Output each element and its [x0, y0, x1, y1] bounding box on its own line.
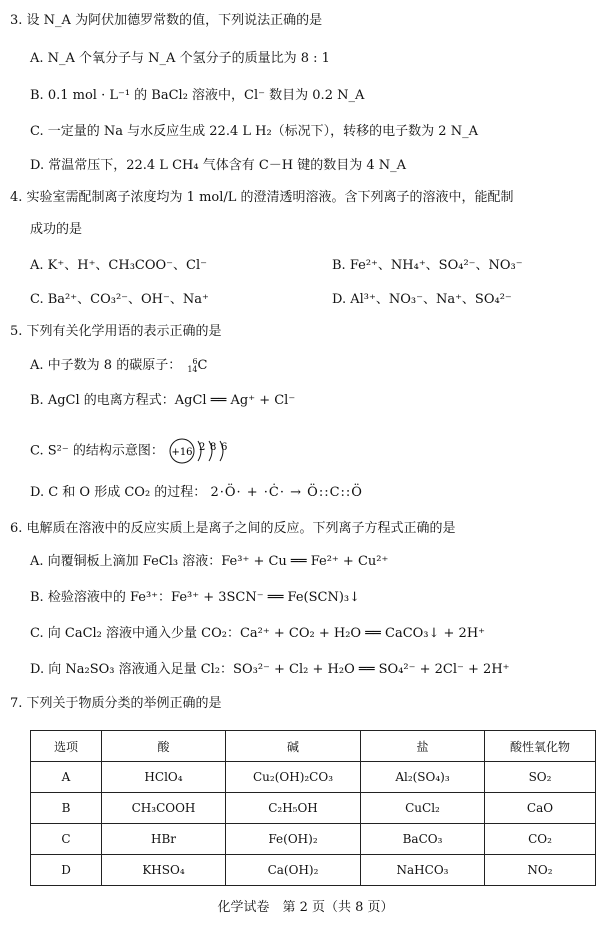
table-header-cell: 碱	[226, 731, 361, 762]
q4-stem-line1: 4. 实验室需配制离子浓度均为 1 mol/L 的澄清透明溶液。含下列离子的溶液中，能配制	[10, 190, 514, 205]
q5-option-b: B. AgCl 的电离方程式：AgCl ══ Ag⁺ + Cl⁻	[30, 393, 296, 408]
table-cell: KHSO₄	[102, 855, 226, 886]
q6-option-d: D. 向 Na₂SO₃ 溶液通入足量 Cl₂：SO₃²⁻ + Cl₂ + H₂O ══ SO₄²⁻ + 2Cl⁻ + 2H⁺	[30, 662, 510, 677]
nucleus-charge: +16	[171, 447, 193, 458]
table-header-cell: 选项	[31, 731, 102, 762]
q3-stem: 3. 设 N_A 为阿伏加德罗常数的值，下列说法正确的是	[10, 13, 323, 28]
nuclide-mass-number: 6	[192, 356, 198, 366]
nuclide-atomic-number: 14	[187, 364, 198, 374]
table-cell: NO₂	[485, 855, 596, 886]
q3-option-c: C. 一定量的 Na 与水反应生成 22.4 L H₂（标况下），转移的电子数为 2 N_A	[30, 124, 478, 139]
table-row	[31, 855, 596, 886]
shell-electron-count: 6	[221, 442, 228, 453]
q4-option-b: B. Fe²⁺、NH₄⁺、SO₄²⁻、NO₃⁻	[332, 258, 523, 273]
table-header-row	[31, 731, 596, 762]
shell-electron-count: 2	[199, 442, 206, 453]
q6-option-a: A. 向覆铜板上滴加 FeCl₃ 溶液：Fe³⁺ + Cu ══ Fe²⁺ + Cu²⁺	[30, 554, 389, 569]
table-cell: SO₂	[485, 762, 596, 793]
table-row	[31, 762, 596, 793]
q5-option-d	[30, 484, 363, 502]
table-cell: BaCO₃	[361, 824, 485, 855]
q6-option-c: C. 向 CaCl₂ 溶液中通入少量 CO₂：Ca²⁺ + CO₂ + H₂O ══ CaCO₃↓ + 2H⁺	[30, 626, 486, 641]
q3-option-b: B. 0.1 mol · L⁻¹ 的 BaCl₂ 溶液中，Cl⁻ 数目为 0.2 N_A	[30, 88, 365, 103]
table-cell: Ca(OH)₂	[226, 855, 361, 886]
q5-option-d-text: D. C 和 O 形成 CO₂ 的过程：	[30, 485, 207, 500]
table-header-cell: 酸性氧化物	[485, 731, 596, 762]
table-cell: HBr	[102, 824, 226, 855]
table-cell: A	[31, 762, 102, 793]
table-row	[31, 793, 596, 824]
q4-option-c: C. Ba²⁺、CO₃²⁻、OH⁻、Na⁺	[30, 292, 209, 307]
q5-option-a-text: A. 中子数为 8 的碳原子：	[30, 358, 182, 373]
q5-stem: 5. 下列有关化学用语的表示正确的是	[10, 324, 222, 339]
q4-option-a: A. K⁺、H⁺、CH₃COO⁻、Cl⁻	[30, 258, 208, 273]
q5-option-a	[30, 357, 207, 375]
table-cell: Al₂(SO₄)₃	[361, 762, 485, 793]
table-cell: C	[31, 824, 102, 855]
q5-option-c-text: C. S²⁻ 的结构示意图：	[30, 443, 164, 459]
q3-option-a: A. N_A 个氧分子与 N_A 个氢分子的质量比为 8 : 1	[30, 51, 330, 66]
table-row	[31, 824, 596, 855]
table-cell: HClO₄	[102, 762, 226, 793]
electron-dot-formula: 2·Ö· + ·Ċ· → Ö::C::Ö	[210, 485, 363, 500]
q4-stem-line2: 成功的是	[30, 222, 83, 237]
table-cell: C₂H₅OH	[226, 793, 361, 824]
table-cell: Fe(OH)₂	[226, 824, 361, 855]
nuclide-symbol: C	[197, 358, 208, 373]
q3-option-d: D. 常温常压下，22.4 L CH₄ 气体含有 C－H 键的数目为 4 N_A	[30, 158, 407, 173]
table-cell: Cu₂(OH)₂CO₃	[226, 762, 361, 793]
table-cell: B	[31, 793, 102, 824]
q6-stem: 6. 电解质在溶液中的反应实质上是离子之间的反应。下列离子方程式正确的是	[10, 521, 456, 536]
classification-table	[30, 730, 596, 886]
page-footer: 化学试卷 第 2 页（共 8 页）	[217, 900, 394, 915]
q6-option-b: B. 检验溶液中的 Fe³⁺：Fe³⁺ + 3SCN⁻ ══ Fe(SCN)₃↓	[30, 590, 361, 605]
q4-option-d: D. Al³⁺、NO₃⁻、Na⁺、SO₄²⁻	[332, 292, 512, 307]
table-cell: CH₃COOH	[102, 793, 226, 824]
sulfide-structure-diagram	[168, 436, 238, 466]
nuclide-notation	[187, 358, 197, 374]
table-cell: CaO	[485, 793, 596, 824]
shell-electron-count: 8	[210, 442, 217, 453]
q5-option-c	[30, 436, 238, 466]
table-cell: NaHCO₃	[361, 855, 485, 886]
table-cell: CuCl₂	[361, 793, 485, 824]
table-cell: CO₂	[485, 824, 596, 855]
table-header-cell: 酸	[102, 731, 226, 762]
q7-stem: 7. 下列关于物质分类的举例正确的是	[10, 696, 222, 711]
table-cell: D	[31, 855, 102, 886]
table-header-cell: 盐	[361, 731, 485, 762]
